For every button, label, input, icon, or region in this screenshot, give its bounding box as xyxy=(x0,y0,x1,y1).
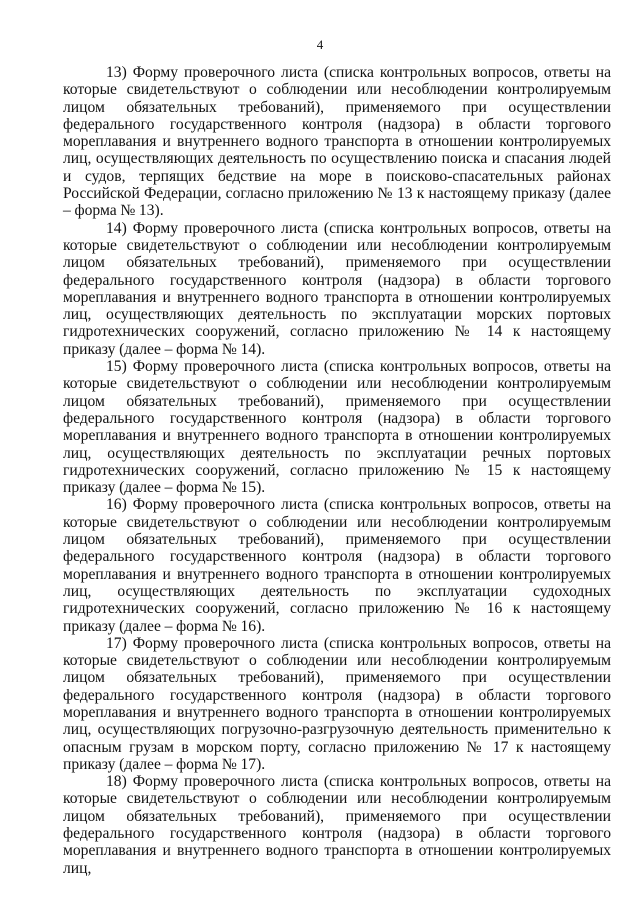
paragraph-item-14: 14) Форму проверочного листа (списка контрольных вопросов, ответы на которые свидетельствуют о соблюдении или несоблюдении контролируемым лицом обязательных требований), применяемого при осуществлении федерального государственного контроля (надзора) в области торгового мореплавания и внутреннего водного транспорта в отношении контролируемых лиц, осуществляющих деятельность по эксплуатации морских портовых гидротехнических сооружений, согласно приложению № 14 к настоящему приказу (далее – форма № 14). xyxy=(63,219,611,358)
paragraph-item-13: 13) Форму проверочного листа (списка контрольных вопросов, ответы на которые свидетельствуют о соблюдении или несоблюдении контролируемым лицом обязательных требований), применяемого при осуществлении федерального государственного контроля (надзора) в области торгового мореплавания и внутреннего водного транспорта в отношении контролируемых лиц, осуществляющих деятельность по осуществлению поиска и спасания людей и судов, терпящих бедствие на море в поисково-спасательных районах Российской Федерации, согласно приложению № 13 к настоящему приказу (далее – форма № 13). xyxy=(63,64,611,220)
paragraph-item-18: 18) Форму проверочного листа (списка контрольных вопросов, ответы на которые свидетельствуют о соблюдении или несоблюдении контролируемым лицом обязательных требований), применяемого при осуществлении федерального государственного контроля (надзора) в области торгового мореплавания и внутреннего водного транспорта в отношении контролируемых лиц, xyxy=(63,773,611,877)
paragraph-item-15: 15) Форму проверочного листа (списка контрольных вопросов, ответы на которые свидетельствуют о соблюдении или несоблюдении контролируемым лицом обязательных требований), применяемого при осуществлении федерального государственного контроля (надзора) в области торгового мореплавания и внутреннего водного транспорта в отношении контролируемых лиц, осуществляющих деятельность по эксплуатации речных портовых гидротехнических сооружений, согласно приложению № 15 к настоящему приказу (далее – форма № 15). xyxy=(63,358,611,497)
document-body xyxy=(63,64,611,877)
page-number: 4 xyxy=(316,37,324,52)
paragraph-item-17: 17) Форму проверочного листа (списка контрольных вопросов, ответы на которые свидетельствуют о соблюдении или несоблюдении контролируемым лицом обязательных требований), применяемого при осуществлении федерального государственного контроля (надзора) в области торгового мореплавания и внутреннего водного транспорта в отношении контролируемых лиц, осуществляющих погрузочно-разгрузочную деятельность применительно к опасным грузам в морском порту, согласно приложению № 17 к настоящему приказу (далее – форма № 17). xyxy=(63,634,611,773)
paragraph-item-16: 16) Форму проверочного листа (списка контрольных вопросов, ответы на которые свидетельствуют о соблюдении или несоблюдении контролируемым лицом обязательных требований), применяемого при осуществлении федерального государственного контроля (надзора) в области торгового мореплавания и внутреннего водного транспорта в отношении контролируемых лиц, осуществляющих деятельность по эксплуатации судоходных гидротехнических сооружений, согласно приложению № 16 к настоящему приказу (далее – форма № 16). xyxy=(63,496,611,635)
